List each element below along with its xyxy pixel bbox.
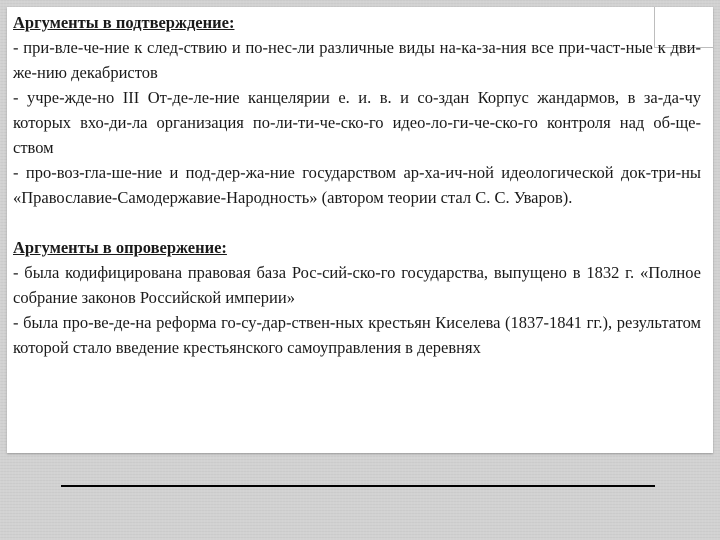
refute-heading: Аргументы в опровержение: [13, 238, 227, 257]
confirm-item-1: - при-вле-че-ние к след-ствию и по-нес-ли различные виды на-ка-за-ния все при-част-ные к дви-же-нию декабристов [13, 38, 701, 82]
confirm-item-3: - про-воз-гла-ше-ние и под-дер-жа-ние государством ар-ха-ич-ной идеологической док-три-ны «Православие-Самодержавие-Народность» (автором теории стал С. С. Уваров). [13, 163, 701, 207]
refute-item-2: - была про-ве-де-на реформа го-су-дар-ствен-ных крестьян Киселева (1837-1841 гг.), результатом которой стало введение крестьянского самоуправления в деревнях [13, 313, 701, 357]
refute-item-1: - была кодифицирована правовая база Рос-сий-ско-го государства, выпущено в 1832 г. «Полное собрание законов Российской империи» [13, 263, 701, 307]
section-gap [13, 210, 701, 235]
slide-content [13, 10, 701, 360]
confirm-item-2: - учре-жде-но III От-де-ле-ние канцелярии е. и. в. и со-здан Корпус жандармов, в за-да-чу которых вхо-ди-ла организация по-ли-ти-че-ско-го идео-ло-ги-че-ско-го контроля над об-ще-ством [13, 88, 701, 157]
confirm-heading: Аргументы в подтверждение: [13, 13, 235, 32]
footer-divider [61, 485, 655, 487]
